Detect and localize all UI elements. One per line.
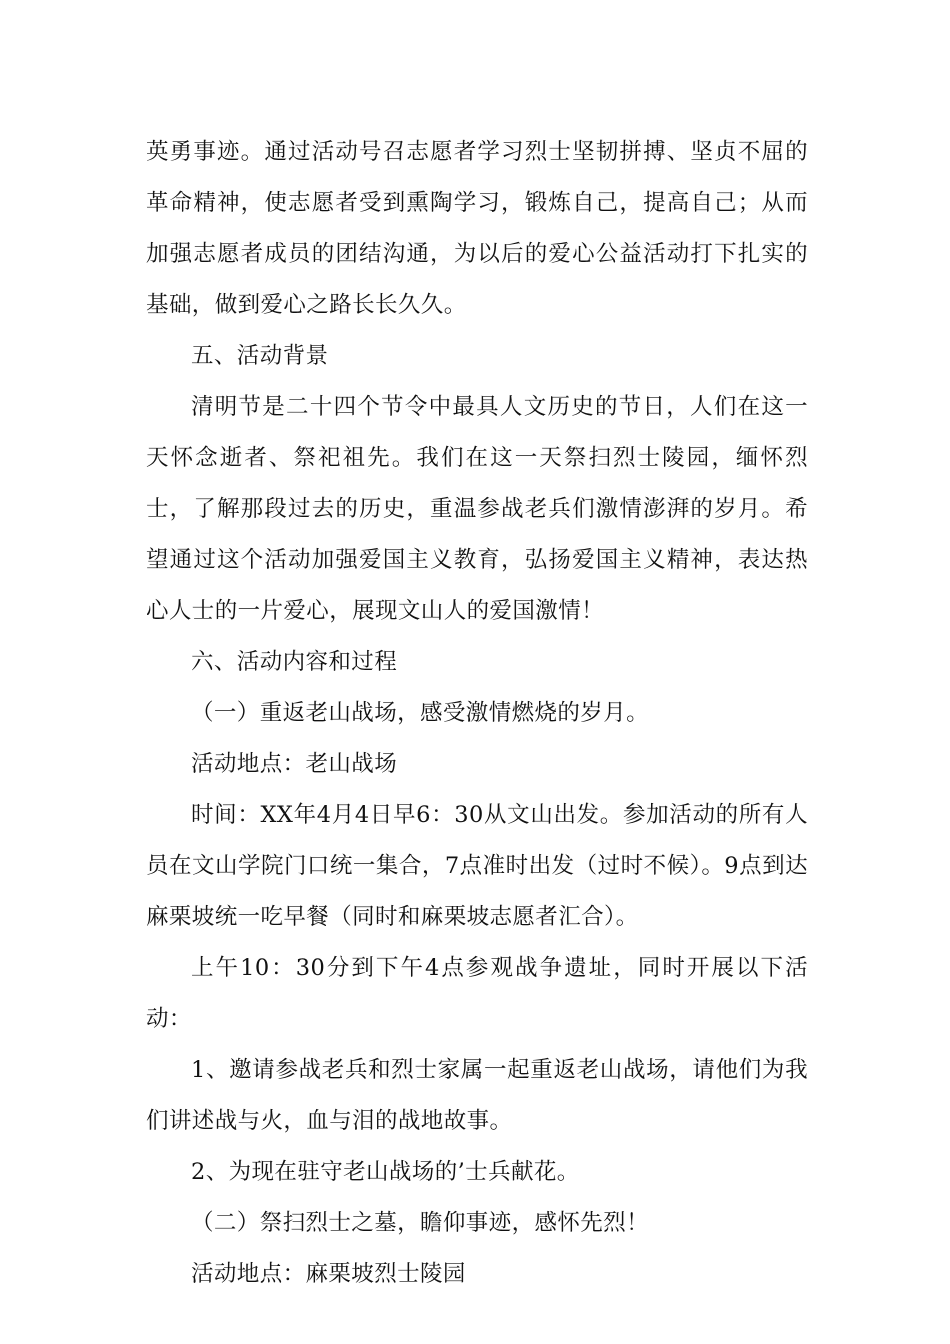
paragraph-schedule-time: 时间：XX年4月4日早6：30从文山出发。参加活动的所有人员在文山学院门口统一集合，7点准时出发（过时不候）。9点到达麻栗坡统一吃早餐（同时和麻栗坡志愿者汇合）。 [146,802,808,930]
section-heading-background: 五、活动背景 [191,343,329,369]
activity-location-2: 活动地点：麻栗坡烈士陵园 [191,1261,466,1287]
list-item-1: 1、邀请参战老兵和烈士家属一起重返老山战场，请他们为我们讲述战与火，血与泪的战地故事。 [146,1057,808,1134]
paragraph-background: 清明节是二十四个节令中最具人文历史的节日，人们在这一天怀念逝者、祭祀祖先。我们在这一天祭扫烈士陵园，缅怀烈士，了解那段过去的历史，重温参战老兵们激情澎湃的岁月。希望通过这个活动加强爱国主义教育，弘扬爱国主义精神，表达热心人士的一片爱心，展现文山人的爱国激情！ [146,394,808,624]
subsection-heading-2: （二）祭扫烈士之墓，瞻仰事迹，感怀先烈！ [191,1210,650,1236]
section-heading-content-process: 六、活动内容和过程 [191,649,398,675]
activity-location-1: 活动地点：老山战场 [191,751,398,777]
paragraph-purpose-continued: 英勇事迹。通过活动号召志愿者学习烈士坚韧拼搏、坚贞不屈的革命精神，使志愿者受到熏陶学习，锻炼自己，提高自己；从而加强志愿者成员的团结沟通，为以后的爱心公益活动打下扎实的基础，做到爱心之路长长久久。 [146,139,808,318]
paragraph-schedule-afternoon: 上午10：30分到下午4点参观战争遗址，同时开展以下活动： [146,955,808,1032]
subsection-heading-1: （一）重返老山战场，感受激情燃烧的岁月。 [191,700,650,726]
list-item-2: 2、为现在驻守老山战场的’士兵献花。 [191,1159,580,1185]
document-body [146,127,808,1300]
